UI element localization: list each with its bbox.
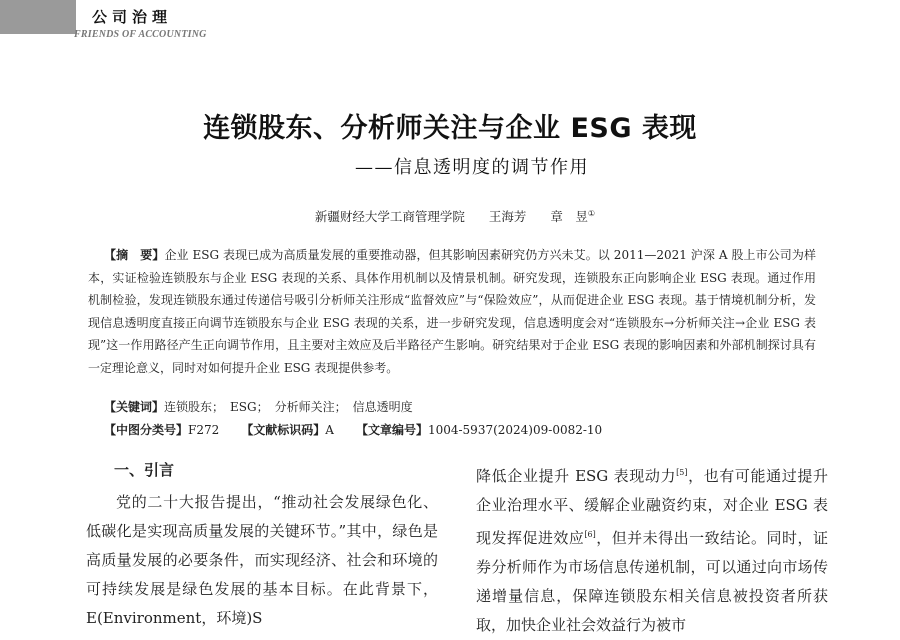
abstract-label: 【摘 要】 (104, 248, 165, 262)
clc-label: 【中图分类号】 (104, 423, 189, 437)
author-footnote-mark: ① (587, 208, 596, 218)
paper-title: 连锁股东、分析师关注与企业 ESG 表现 (203, 113, 697, 144)
citation-5: [5] (676, 468, 688, 477)
intro-paragraph: 党的二十大报告提出，“推动社会发展绿色化、低碳化是实现高质量发展的关键环节。”其中，绿色是高质量发展的必要条件，而实现经济、社会和环境的可持续发展是绿色发展的基本目标。在此背景下，E(Environment，环境)S (86, 493, 438, 627)
right-text-2: ，也有可能通过提升企业治理水平、缓解企业融资约束，对企业 ESG 表现发挥促进效应 (476, 467, 828, 547)
doc-code-value: A (325, 423, 334, 437)
header-section-title: 公司治理 (92, 8, 173, 26)
right-column-paragraph (476, 458, 828, 640)
section-heading-introduction: 一、引言 (114, 461, 175, 479)
right-text-3: ，但并未得出一致结论。同时，证券分析师作为市场信息传递机制，可以通过向市场传递增量信息，保障连锁股东相关信息被投资者所获取，加快企业社会效益行为被市 (476, 529, 828, 634)
doc-code-label: 【文献标识码】 (241, 423, 326, 437)
article-number-label: 【文章编号】 (355, 423, 428, 437)
paper-subtitle: ——信息透明度的调节作用 (355, 157, 589, 178)
abstract (88, 244, 816, 380)
author-2: 章 昱 (550, 209, 588, 224)
author-1: 王海芳 (488, 209, 527, 224)
header-gray-bar (0, 0, 76, 34)
article-number-value: 1004-5937(2024)09-0082-10 (427, 423, 603, 437)
citation-6: [6] (584, 530, 596, 539)
body-left-column (86, 458, 438, 633)
right-text-1: 降低企业提升 ESG 表现动力 (476, 467, 677, 485)
affiliation: 新疆财经大学工商管理学院 (314, 209, 465, 224)
clc-value: F272 (188, 423, 220, 437)
keywords-text: 连锁股东； ESG； 分析师关注； 信息透明度 (164, 400, 413, 414)
abstract-text: 企业 ESG 表现已成为高质量发展的重要推动器，但其影响因素研究仍方兴未艾。以 2011—2021 沪深 A 股上市公司为样本，实证检验连锁股东与企业 ESG 表现的关系、具体作用机制以及情景机制。研究发现，连锁股东正向影响企业 ESG 表现。通过作用机制检验，发现连锁股东通过传递信号吸引分析师关注形成“监督效应”与“保险效应”，从而促进企业 ESG 表现。基于情境机制分析，发现信息透明度直接正向调节连锁股东与企业 ESG 表现的关系，进一步研究发现，信息透明度会对“连锁股东→分析师关注→企业 ESG 表现”这一作用路径产生正向调节作用，且主要对主效应及后半路径产生影响。研究结果对于企业 ESG 表现的影响因素和外部机制探讨具有一定理论意义，同时对如何提升企业 ESG 表现提供参考。 (88, 248, 816, 375)
author-line (0, 207, 900, 225)
keywords-line (104, 398, 413, 415)
body-right-column (476, 458, 828, 640)
keywords-label: 【关键词】 (104, 400, 165, 414)
classification-line (104, 421, 602, 438)
header-journal-name: FRIENDS OF ACCOUNTING (74, 29, 207, 40)
